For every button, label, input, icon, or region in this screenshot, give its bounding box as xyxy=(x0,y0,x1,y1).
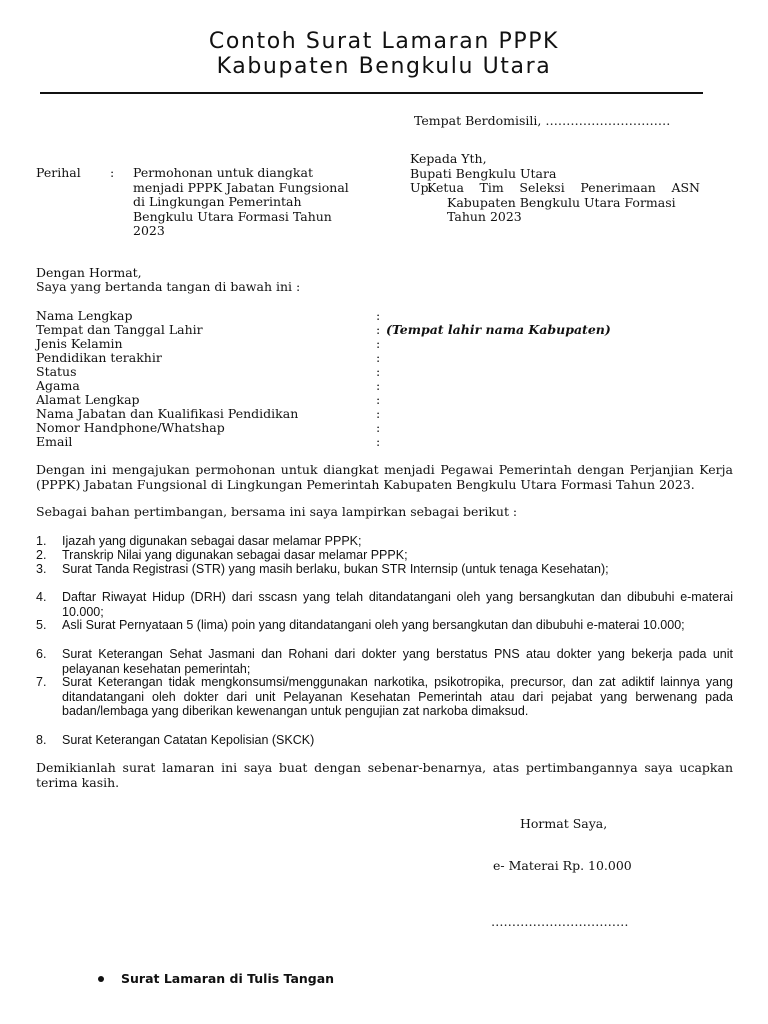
recipient-up-line: Ketua Tim Seleksi Penerimaan ASN xyxy=(427,180,700,195)
list-item-number: 2. xyxy=(36,548,47,562)
signature-greeting: Hormat Saya, xyxy=(520,816,608,831)
closing-paragraph: Demikianlah surat lamaran ini saya buat dengan sebenar-benarnya, atas pertimbangannya saya ucapkan terima kasih. xyxy=(36,760,733,790)
field-colon: : xyxy=(376,406,381,421)
field-label: Nomor Handphone/Whatshap xyxy=(36,420,225,435)
list-item-text: Surat Tanda Registrasi (STR) yang masih berlaku, bukan STR Internsip (untuk tenaga Kesehatan); xyxy=(62,562,609,576)
list-item-text: Ijazah yang digunakan sebagai dasar melamar PPPK; xyxy=(62,534,362,548)
field-value: (Tempat lahir nama Kabupaten) xyxy=(386,322,611,337)
title-divider xyxy=(40,92,703,94)
field-row xyxy=(36,420,381,435)
field-label: Nama Jabatan dan Kualifikasi Pendidikan xyxy=(36,406,299,421)
list-item-number: 6. xyxy=(36,647,47,661)
field-colon: : xyxy=(376,434,381,449)
recipient-up-label: Up. xyxy=(410,180,433,195)
field-colon: : xyxy=(376,322,381,337)
intro-text: Saya yang bertanda tangan di bawah ini : xyxy=(36,279,301,294)
field-row xyxy=(36,336,381,351)
perihal-text xyxy=(133,166,349,239)
list-item-number: 8. xyxy=(36,733,47,747)
perihal-line: Permohonan untuk diangkat xyxy=(133,165,313,180)
place-line: Tempat Berdomisili, ………………………… xyxy=(414,113,671,128)
bullet-icon xyxy=(98,976,104,982)
field-row xyxy=(36,392,381,407)
field-row xyxy=(36,378,381,393)
field-label: Pendidikan terakhir xyxy=(36,350,162,365)
list-item-text: Asli Surat Pernyataan 5 (lima) poin yang ditandatangani oleh yang bersangkutan dan dibubuhi e-materai 10.000; xyxy=(62,618,685,632)
greeting: Dengan Hormat, xyxy=(36,265,142,280)
field-label: Alamat Lengkap xyxy=(36,392,140,407)
signature-name-line: …………………………… xyxy=(491,914,629,929)
recipient-salutation: Kepada Yth, xyxy=(410,151,487,166)
field-row xyxy=(36,350,381,365)
document-title-line1: Contoh Surat Lamaran PPPK xyxy=(208,29,560,54)
field-colon: : xyxy=(376,308,381,323)
field-colon: : xyxy=(376,420,381,435)
list-item-text: Surat Keterangan Sehat Jasmani dan Rohani dari dokter yang berstatus PNS atau dokter yang bekerja pada unit pelayanan kesehatan pemerintah; xyxy=(62,647,733,676)
list-item-number: 4. xyxy=(36,590,47,604)
field-row xyxy=(36,434,381,449)
recipient-up-line: Tahun 2023 xyxy=(447,209,522,224)
field-row xyxy=(36,322,611,337)
list-item-text: Transkrip Nilai yang digunakan sebagai dasar melamar PPPK; xyxy=(62,548,408,562)
field-label: Agama xyxy=(36,378,80,393)
recipient-block xyxy=(410,152,556,181)
field-colon: : xyxy=(376,392,381,407)
document-title-line2: Kabupaten Bengkulu Utara xyxy=(216,54,552,79)
list-item-text: Daftar Riwayat Hidup (DRH) dari sscasn yang telah ditandatangani oleh yang bersangkutan dan dibubuhi e-materai 10.000; xyxy=(62,590,733,619)
recipient-up-text xyxy=(427,180,700,225)
signature-materai: e- Materai Rp. 10.000 xyxy=(493,858,632,873)
list-item-number: 7. xyxy=(36,675,47,689)
list-item-number: 1. xyxy=(36,534,47,548)
field-label: Jenis Kelamin xyxy=(36,336,123,351)
perihal-line: 2023 xyxy=(133,223,165,238)
perihal-line: Bengkulu Utara Formasi Tahun xyxy=(133,208,332,224)
recipient-name: Bupati Bengkulu Utara xyxy=(410,165,557,181)
list-item-number: 3. xyxy=(36,562,47,576)
field-row xyxy=(36,308,381,323)
recipient-up-line: Kabupaten Bengkulu Utara Formasi xyxy=(447,194,676,210)
field-colon: : xyxy=(376,336,381,351)
field-colon: : xyxy=(376,364,381,379)
list-item-number: 5. xyxy=(36,618,47,632)
list-item-text: Surat Keterangan Catatan Kepolisian (SKCK) xyxy=(62,733,315,747)
field-label: Email xyxy=(36,434,73,449)
field-colon: : xyxy=(376,350,381,365)
field-colon: : xyxy=(376,378,381,393)
field-label: Status xyxy=(36,364,77,379)
field-label: Tempat dan Tanggal Lahir xyxy=(36,322,203,337)
field-label: Nama Lengkap xyxy=(36,308,133,323)
field-row xyxy=(36,364,381,379)
body-paragraph: Dengan ini mengajukan permohonan untuk diangkat menjadi Pegawai Pemerintah dengan Perjanjian Kerja (PPPK) Jabatan Fungsional di Lingkungan Pemerintah Kabupaten Bengkulu Utara Formasi Tahun 2023. xyxy=(36,462,733,492)
attachments-intro: Sebagai bahan pertimbangan, bersama ini saya lampirkan sebagai berikut : xyxy=(36,504,518,519)
perihal-label: Perihal xyxy=(36,165,81,180)
perihal-colon: : xyxy=(110,165,115,180)
perihal-line: menjadi PPPK Jabatan Fungsional xyxy=(133,179,349,195)
field-row xyxy=(36,406,381,421)
footer-note: Surat Lamaran di Tulis Tangan xyxy=(121,971,335,986)
perihal-line: di Lingkungan Pemerintah xyxy=(133,194,302,209)
list-item-text: Surat Keterangan tidak mengkonsumsi/menggunakan narkotika, psikotropika, precursor, dan zat adiktif lainnya yang ditandatangani oleh dokter dari unit Pelayanan Kesehatan Pemerintah atau dari pejabat yang berwenang pada badan/lembaga yang diberikan kewenangan untuk pengujian zat narkoba dimaksud. xyxy=(62,675,733,718)
